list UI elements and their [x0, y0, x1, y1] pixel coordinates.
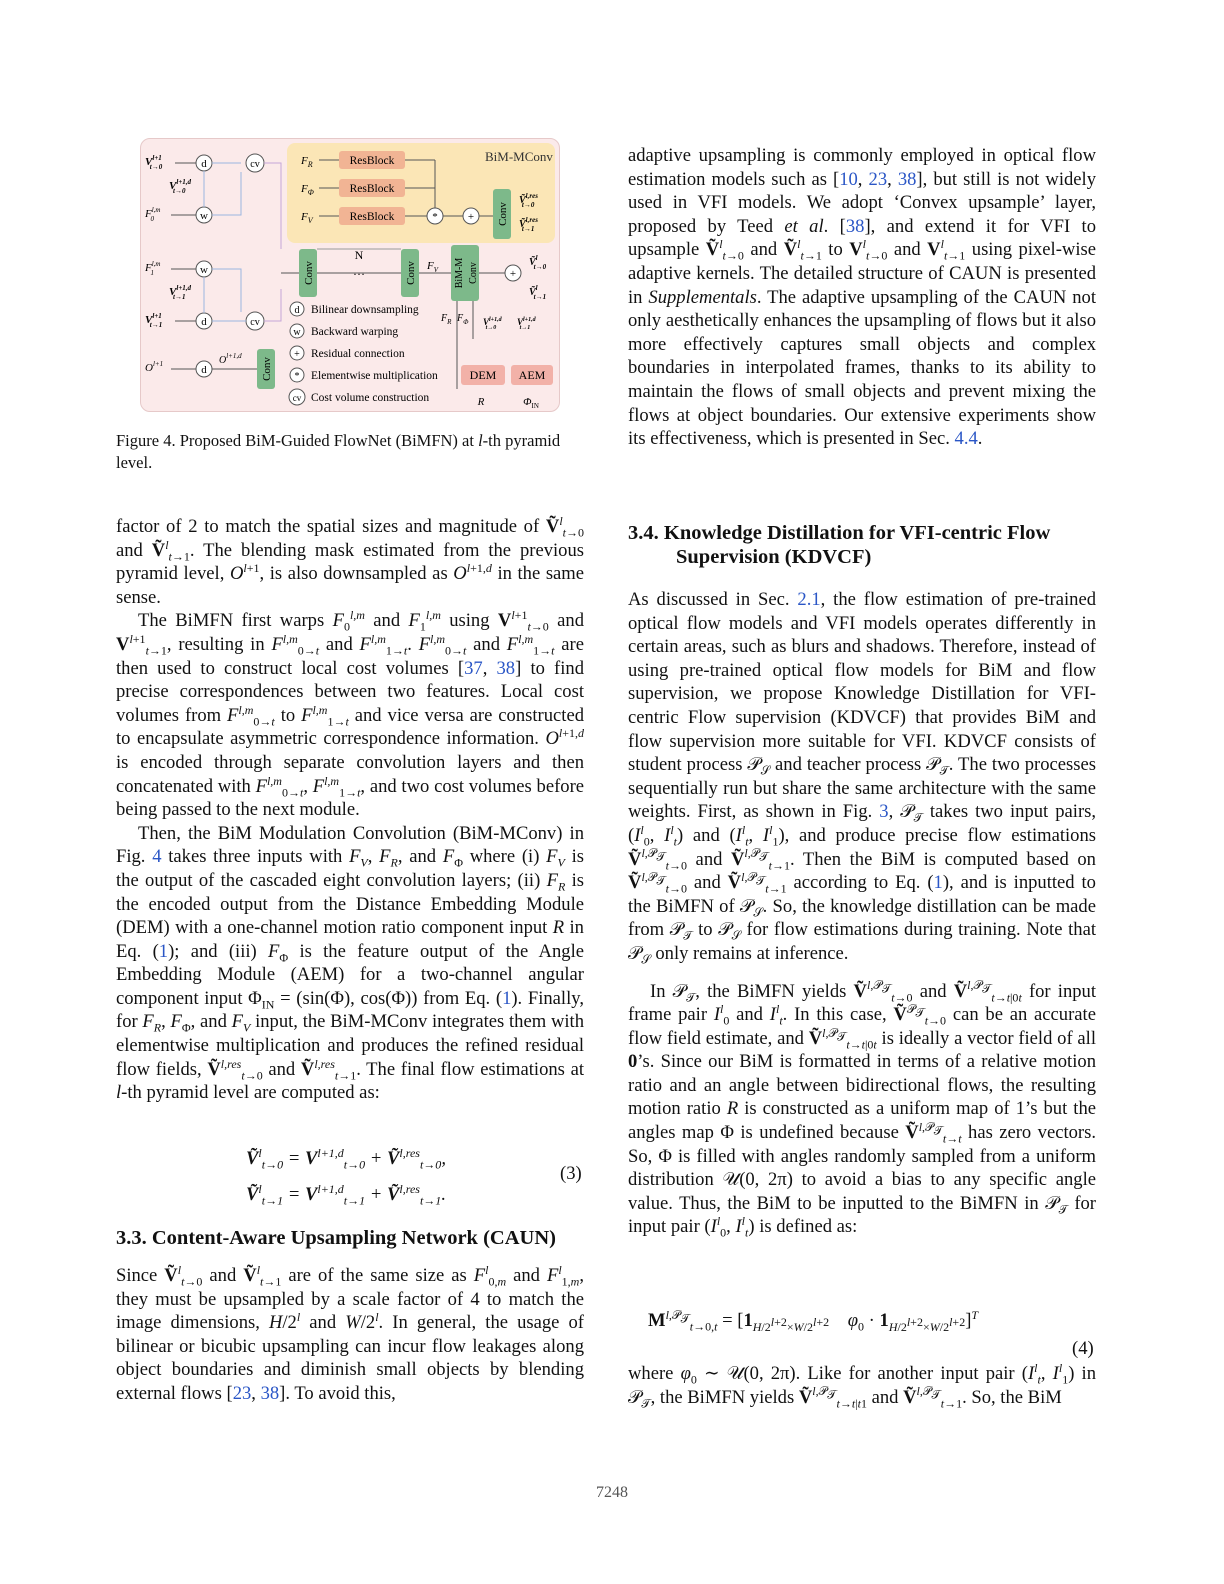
svg-text:Ṽl,rest→0: Ṽ$^{l,res}$ t→0	[519, 192, 538, 209]
svg-text:Conv: Conv	[468, 262, 479, 284]
svg-text:*: *	[432, 211, 438, 223]
legend-4: Elementwise multiplication	[311, 370, 438, 382]
svg-text:Conv: Conv	[497, 202, 509, 226]
svg-text:R: R	[477, 396, 485, 408]
svg-text:Fl,m0: F$^{l,m}$ 0	[145, 206, 161, 223]
resblock-1-label: ResBlock	[349, 155, 395, 167]
svg-text:w: w	[200, 210, 208, 222]
equation-3-line-1: Ṽ$^l_{t\to 0}$ = $V^{l+1,d}_{t\to 0}$ + Ṽ$^{l,res}_{t\to 0}$,	[246, 1145, 446, 1172]
svg-text:d: d	[294, 305, 300, 316]
svg-text:d: d	[201, 158, 207, 170]
equation-4: $M^{l,𝒫_𝒯}_{t\to 0,t} = [1_{H/2^{l+2}\times W/2^{l+2}}$ $\varphi_0 \cdot 1_{H/2^{l+2}\times W/2^{l+2}}]^T$	[648, 1307, 979, 1334]
resblock-2-label: ResBlock	[349, 183, 395, 195]
svg-text:d: d	[201, 316, 207, 328]
svg-text:Fl,m1: F$^{l,m}$ 1	[145, 260, 161, 277]
svg-text:*: *	[294, 371, 300, 382]
svg-text:FR: $F_R$	[441, 313, 452, 326]
svg-text:Vl+1,dt→0: $V^{l+1,d}$ t→0	[483, 317, 502, 331]
svg-text:Conv: Conv	[261, 357, 273, 381]
svg-text:Conv: Conv	[303, 261, 315, 285]
svg-text:FΦ: $F_\Phi$	[457, 313, 469, 326]
svg-text:+: +	[509, 268, 517, 280]
figure-caption: Figure 4. Proposed BiM-Guided FlowNet (BiMFN) at l-th pyramid level.	[116, 431, 561, 472]
left-column-text	[116, 515, 584, 1105]
equation-4-number: (4)	[1072, 1338, 1094, 1359]
section-3-4-heading: 3.4. Knowledge Distillation for VFI-centric Flow Supervision (KDVCF)	[628, 522, 1051, 568]
svg-text:w: w	[293, 327, 301, 338]
svg-text:AEM: AEM	[518, 368, 546, 382]
legend-5: Cost volume construction	[311, 392, 430, 404]
left-paragraph-1: factor of 2 to match the spatial sizes and magnitude of Ṽ$^l_{t\to 0}$ and Ṽ$^l_{t\to 1}$. The blending mask estimated from the previous pyramid level, $O^{l+1}$, is also downsampled as $O^{l+1,d}$ in the same sense.	[116, 513, 585, 608]
legend-2: Backward warping	[311, 326, 399, 338]
bimfn-diagram	[141, 139, 559, 411]
svg-text:cv: cv	[250, 159, 260, 170]
svg-text:FV: $F_V$	[427, 260, 439, 274]
legend-3: Residual connection	[311, 348, 405, 360]
svg-text:Ol+1: $O^{l+1}$	[145, 360, 164, 374]
left-paragraph-2: The BiMFN first warps $F_0^{l,m}$ and $F_1^{l,m}$ using $V^{l+1}_{t\to 0}$ and $V^{l+1}_{t\to 1}$, resulting in F$^{l,m}_{0\to t}$ and F$^{l,m}_{1\to t}$. F$^{l,m}_{0\to t}$ and F$^{l,m}_{1\to t}$ are then used to construct local cost volumes [37, 38] to find precise correspondences between two features. Local cost volumes from F$^{l,m}_{0\to t}$ to F$^{l,m}_{1\to t}$ and vice versa are constructed to encapsulate asymmetric correspondence information. $O^{l+1,d}$ is encoded through separate convolution layers and then concatenated with F$^{l,m}_{0\to t}$, F$^{l,m}_{1\to t}$, and two cost volumes before being passed to the next module.	[116, 608, 585, 821]
svg-text:DEM: DEM	[469, 368, 497, 382]
svg-text:+: +	[294, 349, 300, 360]
svg-text:Vl+1t→1: $V^{l+1}$ t→1	[145, 312, 163, 329]
svg-text:cv: cv	[250, 317, 260, 328]
svg-text:Conv: Conv	[405, 261, 417, 285]
section-3-3-heading: 3.3. Content-Aware Upsampling Network (CAUN)	[116, 1227, 556, 1249]
svg-text:FΦ: $F_\Phi$	[301, 183, 314, 197]
page-number: 7248	[596, 1484, 628, 1501]
svg-text:+: +	[467, 211, 475, 223]
svg-text:N: N	[354, 248, 364, 262]
left-paragraph-4: Since Ṽ$^l_{t\to 0}$ and Ṽ$^l_{t\to 1}$ are of the same size as $F^l_{0,m}$ and $F^l_{1,m}$, they must be upsampled by a scale factor of 4 to match the image dimensions, H/2$^l$ and W/2$^l$. In general, the usage of bilinear or bicubic upsampling can incur flow leakages along object boundaries and diminish small objects by blending external flows [23, 38]. To avoid this,	[116, 1262, 584, 1404]
svg-text:BiM-M: BiM-M	[454, 257, 465, 289]
svg-text:Vl+1,dt→1: $V^{l+1,d}$ t→1	[517, 317, 536, 331]
bim-mconv-title: BiM-MConv	[485, 149, 553, 164]
svg-text:cv: cv	[292, 393, 302, 403]
svg-text:d: d	[201, 364, 207, 376]
svg-text:Ṽl,rest→1: Ṽ$^{l,res}$ t→1	[519, 216, 538, 233]
legend-1: Bilinear downsampling	[311, 304, 419, 316]
svg-text:Ṽlt→1: Ṽ$^l$ t→1	[529, 284, 547, 301]
svg-text:Ṽlt→0: Ṽ$^l$ t→0	[529, 254, 547, 271]
equation-3-number: (3)	[560, 1163, 582, 1184]
figure-4-diagram	[140, 138, 560, 412]
svg-text:Vl+1,dt→0: $V^{l+1,d}$ t→0	[169, 178, 192, 195]
svg-text:FV: $F_V$	[301, 211, 313, 225]
right-paragraph-2: As discussed in Sec. 2.1, the flow estimation of pre-trained optical flow models and VFI models operates differently in certain areas, such as blurs and shadows. Therefore, instead of using pre-trained optical flow models for BiM and flow supervision, we propose Knowledge Distillation for VFI-centric Flow supervision (KDVCF) that provides BiM and flow supervision more suitable for VFI. KDVCF consists of student process 𝒫$_𝒮$ and teacher process 𝒫$_𝒯$. The two processes sequentially run but share the same architecture with the same weights. First, as shown in Fig. 3, 𝒫$_𝒯$ takes two input pairs, ($I^l_0$, $I^l_t$) and ($I^l_t$, $I^l_1$), and produce precise flow estimations Ṽ$^{l,𝒫_𝒯}_{t\to 0}$ and Ṽ$^{l,𝒫_𝒯}_{t\to 1}$. Then the BiM is computed based on Ṽ$^{l,𝒫_𝒯}_{t\to 0}$ and Ṽ$^{l,𝒫_𝒯}_{t\to 1}$ according to Eq. (1), and is inputted to the BiMFN of 𝒫$_𝒮$. So, the knowledge distillation can be made from 𝒫$_𝒯$ to 𝒫$_𝒮$ for flow estimations during training. Note that 𝒫$_𝒮$ only remains at inference. In 𝒫$_𝒯$, the BiMFN yields Ṽ$^{l,𝒫_𝒯}_{t\to 0}$ and Ṽ$^{l,𝒫_𝒯}_{t\to t|0t}$ for input frame pair $I^l_0$ and $I^l_t$. In this case, Ṽ$^{𝒫_𝒯}_{t\to 0}$ can be an accurate flow field estimate, and Ṽ$^{l,𝒫_𝒯}_{t\to t|0t}$ is ideally a vector field of all 0’s. Since our BiM is formatted in terms of a relative motion ratio and an angle between bidirectional flows, the resulting motion ratio R is constructed as a uniform map of 1’s but the angles map Φ is undefined because Ṽ$^{l,𝒫_𝒯}_{t\to t}$ has zero vectors. So, Φ is filled with angles randomly sampled from a uniform distribution 𝒰(0, 2π) to avoid a bias to any specific angle value. Thus, the BiM to be inputted to the BiMFN in 𝒫$_𝒯$ for input pair ($I^l_0$, $I^l_t$) is defined as:	[628, 589, 1097, 1241]
svg-text:ΦIN: $\Phi_{IN}$	[523, 396, 539, 410]
legend	[289, 302, 438, 405]
svg-text:…: …	[353, 264, 365, 278]
svg-text:FR: $F_R$	[301, 155, 313, 169]
left-paragraph-3: Then, the BiM Modulation Convolution (BiM-MConv) in Fig. 4 takes three inputs with $F_V$, $F_R$, and $F_\Phi$ where (i) $F_V$ is the output of the cascaded eight convolution layers; (ii) $F_R$ is the encoded output from the Distance Embedding Module (DEM) with a one-channel motion ratio component input R in Eq. (1); and (iii) $F_\Phi$ is the feature output of the Angle Embedding Module (AEM) for a two-channel angular component input $\Phi_{IN} = (\sin(\Phi)$, cos(Φ)) from Eq. (1). Finally, for $F_R$, $F_\Phi$, and $F_V$ input, the BiM-MConv integrates them with elementwise multiplication and produces the refined residual flow fields, Ṽ$^{l,res}_{t\to 0}$ and Ṽ$^{l,res}_{t\to 1}$. The final flow estimations at l-th pyramid level are computed as:	[116, 822, 584, 1104]
svg-text:Vl+1,dt→1: $V^{l+1,d}$ t→1	[169, 284, 192, 301]
svg-text:Vl+1t→0: $V^{l+1}$ t→0	[145, 154, 163, 171]
equation-3-line-2: Ṽ$^l_{t\to 1}$ = $V^{l+1,d}_{t\to 1}$ + Ṽ$^{l,res}_{t\to 1}$.	[246, 1181, 446, 1208]
right-paragraph-4: where $\varphi_0$ ∼ 𝒰(0, 2π). Like for another input pair ($I^l_t$, $I^l_1$) in 𝒫$_𝒯$, the BiMFN yields Ṽ$^{l,𝒫_𝒯}_{t\to t|t1}$ and Ṽ$^{l,𝒫_𝒯}_{t\to 1}$. So, the BiM	[628, 1360, 1096, 1411]
resblock-3-label: ResBlock	[349, 211, 395, 223]
svg-text:w: w	[200, 264, 208, 276]
svg-text:Ol+1,d: $O^{l+1,d}$	[219, 352, 242, 366]
right-paragraph-1: adaptive upsampling is commonly employed in optical flow estimation models such as [10, 23, 38], but still is not widely used in VFI models. We adopt ‘Convex upsample’ layer, proposed by Teed et al. [38], and extend it for VFI to upsample Ṽ$^l_{t\to 0}$ and Ṽ$^l_{t\to 1}$ to $V^l_{t\to 0}$ and $V^l_{t\to 1}$ using pixel-wise adaptive kernels. The detailed structure of CAUN is presented in Supplementals. The adaptive upsampling of the CAUN not only aesthetically enhances the upsampling of flows but it also more effectively captures small objects and complex boundaries in interpolated frames, thanks to its ability to maintain the flows of small objects and prevent mixing the flows at object boundaries. Our extensive experiments show its effectiveness, which is presented in Sec. 4.4.	[628, 145, 1097, 450]
